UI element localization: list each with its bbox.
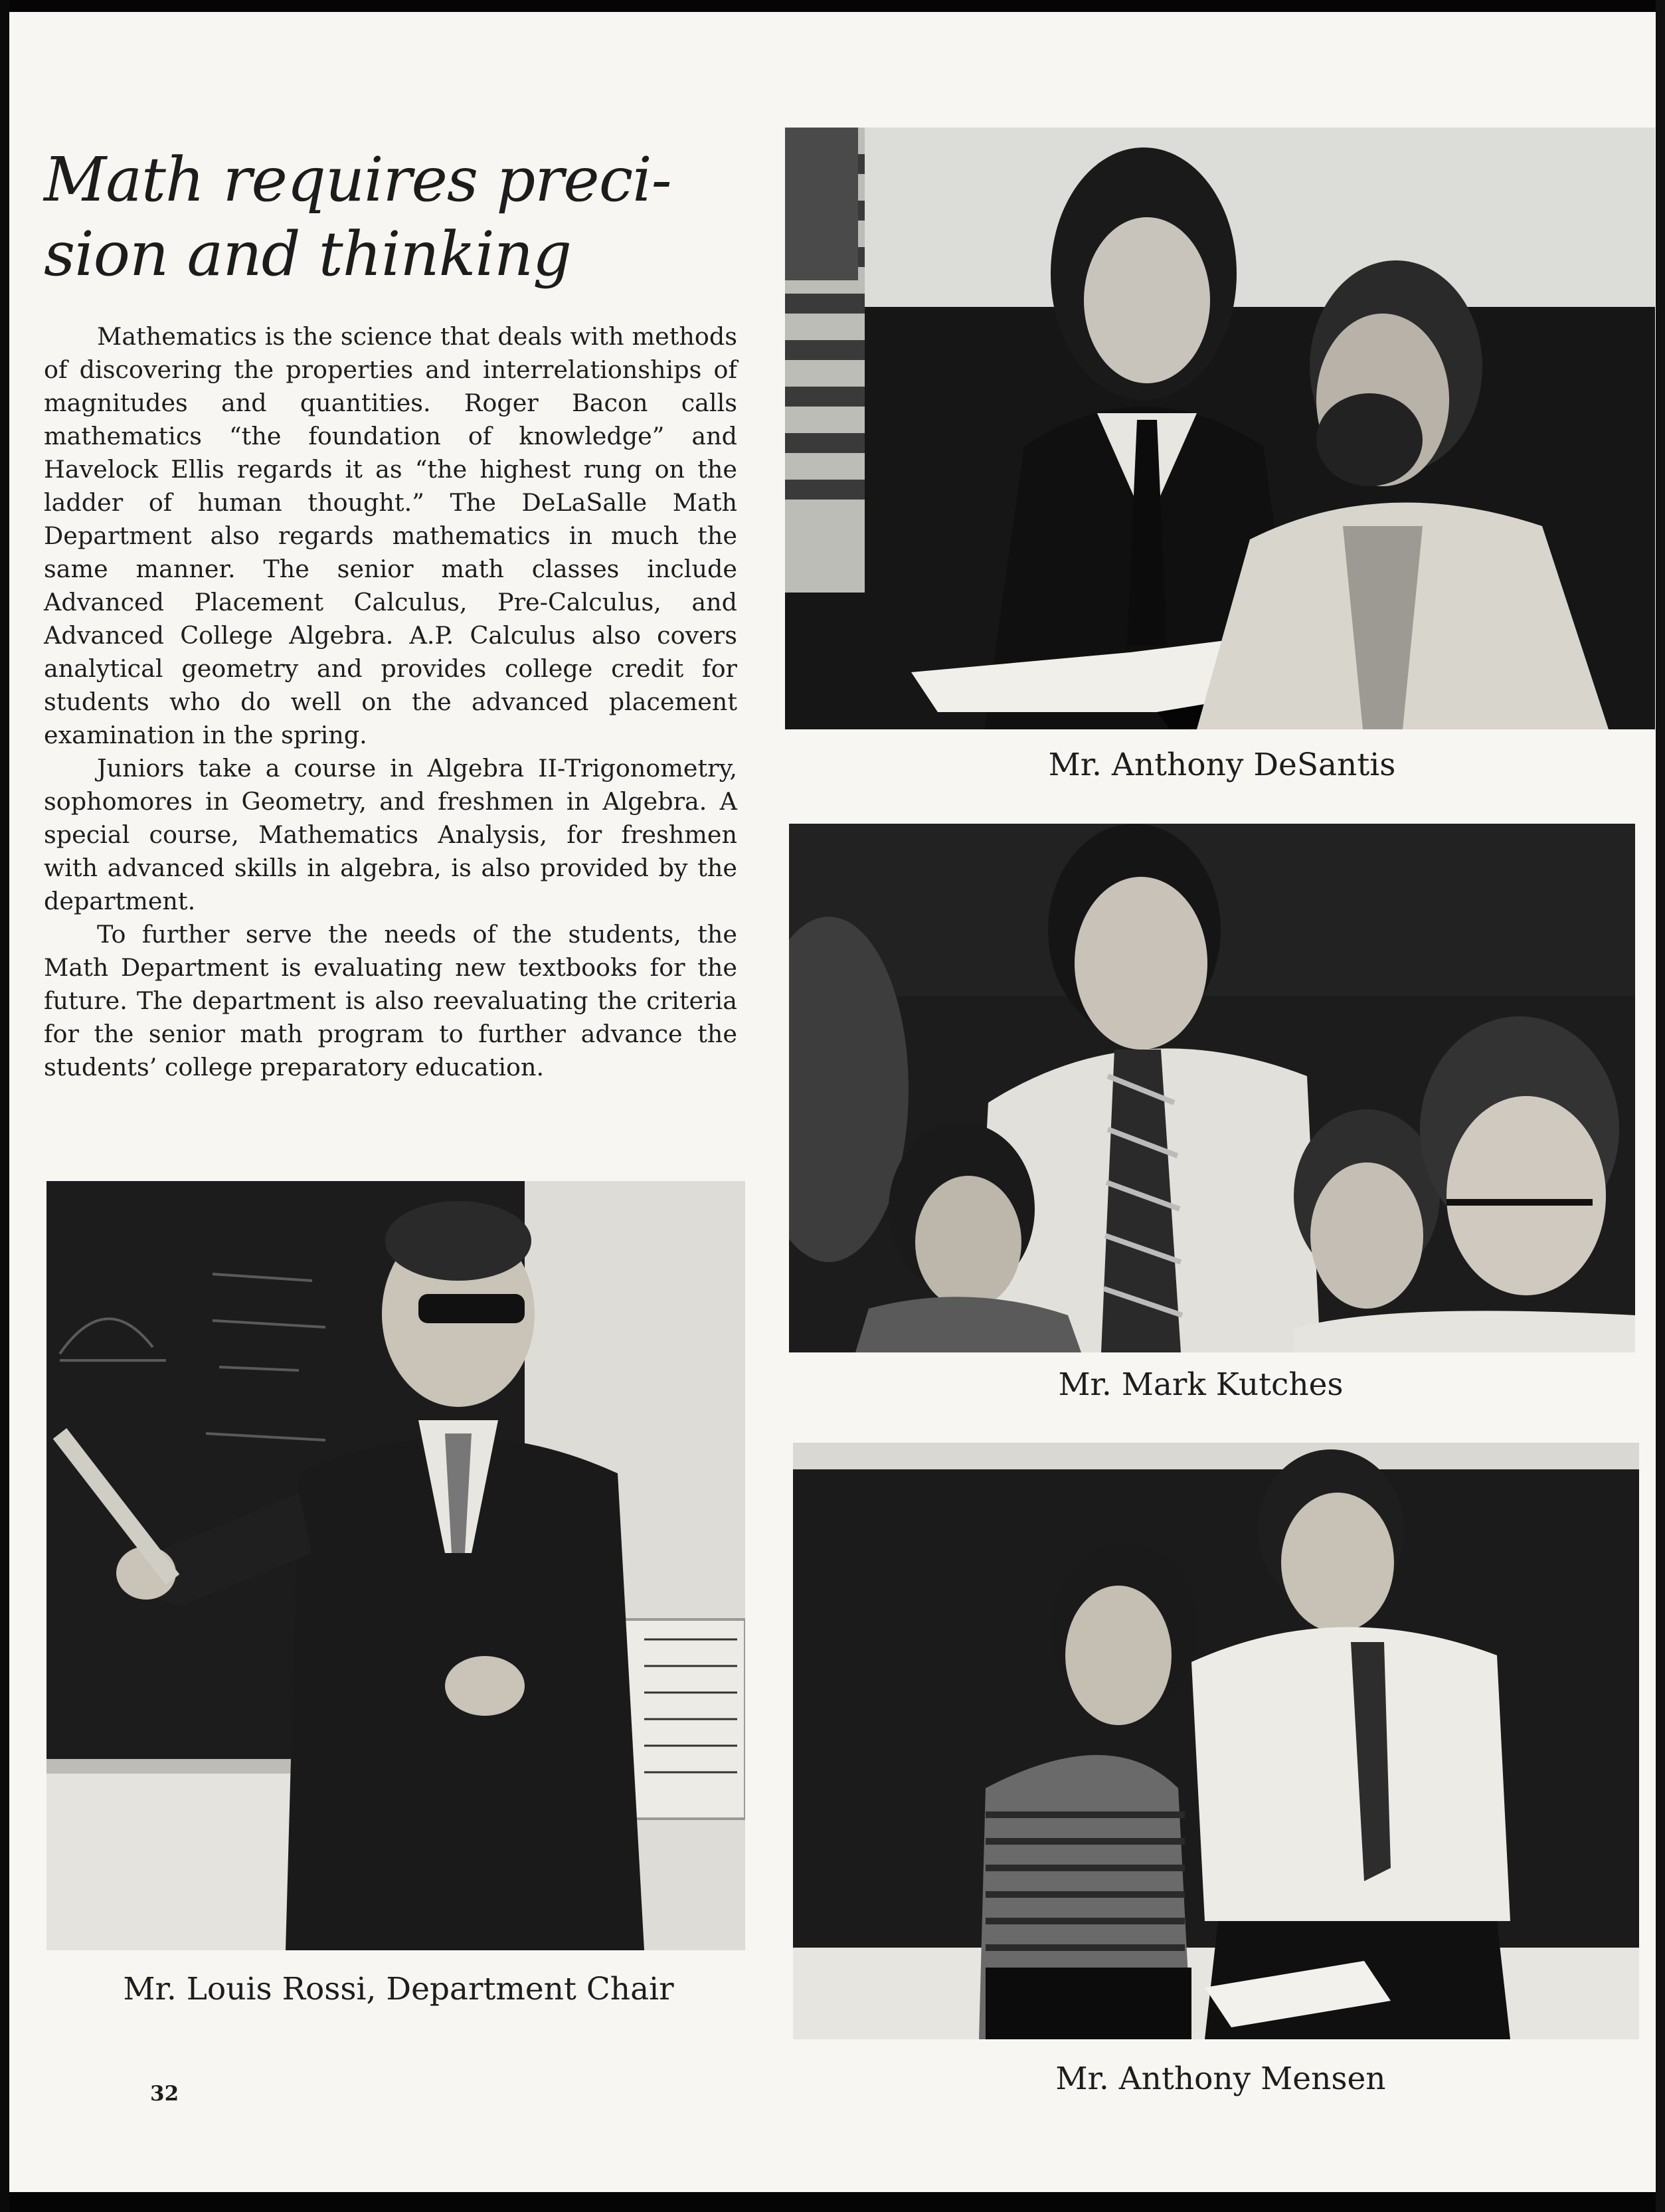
- article-paragraph-1: Mathematics is the science that deals with methods of discovering the properties and interrelationships of magnitudes and quantities. Roger Bacon calls mathematics “the foundation of knowledge” and Havelock Ellis regards it as “the highest rung on the ladder of human thought.” The DeLaSalle Math Department also regards mathematics in much the same manner. The senior math classes include Advanced Placement Calculus, Pre-Calculus, and Advanced College Algebra. A.P. Calculus also covers analytical geometry and provides college credit for students who do well on the advanced placement examination in the spring.: [44, 322, 737, 749]
- page-number: [150, 2082, 179, 2106]
- article-paragraph-2: Juniors take a course in Algebra II-Trigonometry, sophomores in Geometry, and freshmen in Algebra. A special course, Mathematics Analysis, for freshmen with advanced skills in algebra, is also provided by the department.: [44, 754, 737, 915]
- caption-desantis: [956, 747, 1488, 784]
- caption-rossi: [80, 1971, 717, 2008]
- photo-mensen-image: [793, 1443, 1639, 2039]
- photo-kutches-image: [789, 824, 1635, 1352]
- page-number-text: 32: [150, 2082, 179, 2106]
- photo-mensen: [793, 1443, 1639, 2039]
- caption-mensen: [955, 2061, 1486, 2098]
- headline-text: Math requires preci- sion and thinking: [44, 144, 671, 290]
- photo-desantis: [785, 128, 1655, 729]
- photo-rossi-image: [46, 1181, 745, 1950]
- caption-kutches-text: Mr. Mark Kutches: [1058, 1366, 1344, 1403]
- caption-desantis-text: Mr. Anthony DeSantis: [1048, 747, 1396, 783]
- scan-edge-left: [0, 0, 9, 2212]
- scan-edge-bottom: [0, 2192, 1665, 2212]
- photo-rossi: [46, 1181, 745, 1950]
- article-body: [44, 320, 737, 1084]
- page-headline: [44, 143, 748, 292]
- caption-mensen-text: Mr. Anthony Mensen: [1055, 2061, 1386, 2097]
- caption-kutches: [935, 1366, 1466, 1404]
- caption-rossi-text: Mr. Louis Rossi, Department Chair: [123, 1971, 674, 2007]
- article-paragraph-3: To further serve the needs of the students, the Math Department is evaluating new textbooks for the future. The department is also reevaluating the criteria for the senior math program to further advance the students’ college preparatory education.: [44, 920, 737, 1081]
- photo-desantis-image: [785, 128, 1655, 729]
- photo-kutches: [789, 824, 1635, 1352]
- scan-edge-top: [0, 0, 1665, 12]
- scan-edge-right: [1656, 0, 1665, 2212]
